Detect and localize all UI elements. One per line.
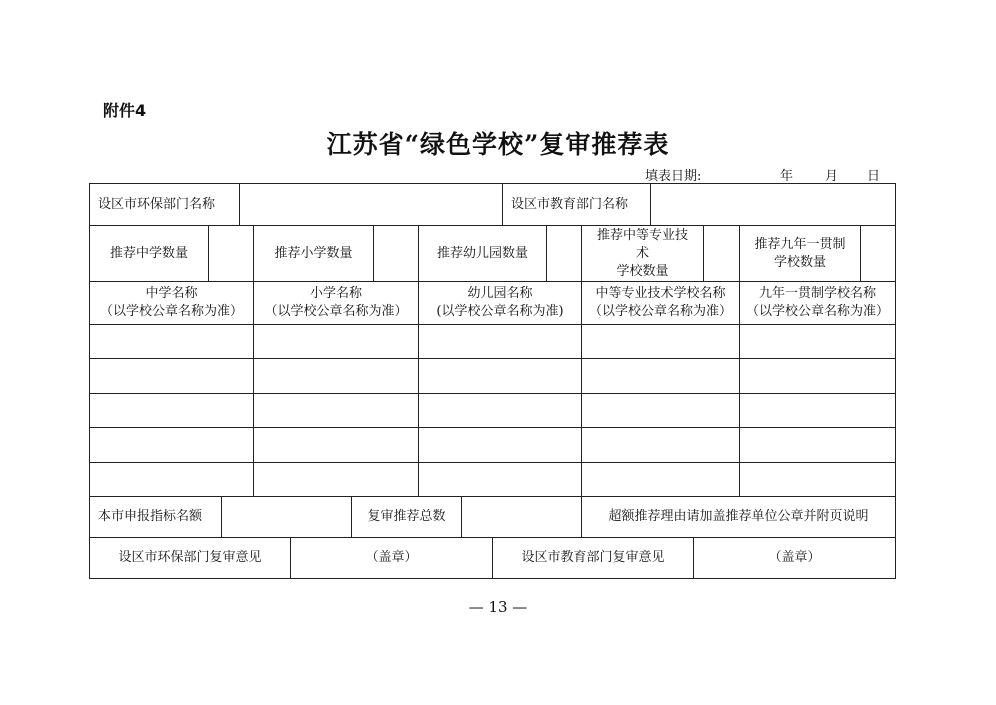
edu-dept-name-field[interactable]: [651, 184, 895, 226]
col-header-middle-note: （以学校公章名称为准）: [99, 304, 243, 319]
vocational-count-label-line2: 术: [635, 245, 649, 261]
vocational-count-label-line1: 推荐中等专业技: [596, 227, 688, 243]
col-header-vocational-note: （以学校公章名称为准）: [588, 304, 732, 319]
edu-review-label-text: 设区市教育部门复审意见: [521, 550, 665, 565]
kinder-count-label-text: 推荐幼儿园数量: [436, 245, 528, 261]
col-header-vocational-stack: [589, 285, 732, 321]
col-header-nine-year-name: 九年一贯制学校名称: [758, 286, 876, 301]
col-header-middle-name: 中学名称: [145, 286, 198, 301]
col-header-middle: [90, 282, 254, 325]
entry-cell-r1-c3[interactable]: [419, 325, 582, 359]
date-day: 日: [867, 169, 881, 184]
page-title: 江苏省“绿色学校”复审推荐表: [326, 130, 670, 159]
col-header-nine-year: [740, 282, 895, 325]
edu-review-label: [493, 538, 694, 578]
entry-cell-r3-c5[interactable]: [740, 394, 895, 428]
entry-cell-r3-c3[interactable]: [419, 394, 582, 428]
nine-year-count-label-stack: [754, 236, 845, 272]
entry-cell-r3-c2[interactable]: [254, 394, 419, 428]
vocational-count-label-stack: [597, 227, 688, 281]
entry-cell-r4-c2[interactable]: [254, 428, 419, 463]
col-header-primary-name: 小学名称: [309, 286, 362, 301]
quota-field[interactable]: [222, 497, 352, 538]
entry-cell-r1-c5[interactable]: [740, 325, 895, 359]
env-dept-name-label-text: 设区市环保部门名称: [98, 196, 216, 212]
edu-review-seal-text: （盖章）: [768, 550, 821, 565]
col-header-kinder-stack: [436, 285, 563, 321]
nine-year-count-field[interactable]: [861, 226, 895, 282]
entry-cell-r5-c5[interactable]: [740, 463, 895, 497]
col-header-middle-stack: [100, 285, 243, 321]
col-header-nine-year-stack: [746, 285, 889, 321]
entry-cell-r4-c5[interactable]: [740, 428, 895, 463]
excess-note: [582, 497, 895, 538]
kinder-count-field[interactable]: [547, 226, 582, 282]
fill-date: [645, 165, 880, 184]
edu-dept-name-label-text: 设区市教育部门名称: [511, 196, 629, 212]
recommendation-table: [89, 183, 896, 579]
col-header-kinder-note: (以学校公章名称为准): [436, 304, 564, 319]
middle-count-field[interactable]: [209, 226, 254, 282]
edu-review-seal[interactable]: [694, 538, 895, 578]
primary-count-label-text: 推荐小学数量: [274, 245, 353, 261]
env-dept-name-label: [90, 184, 240, 226]
date-year: 年: [780, 169, 794, 184]
env-review-seal[interactable]: [291, 538, 493, 578]
quota-label-text: 本市申报指标名额: [98, 509, 203, 524]
primary-count-field[interactable]: [374, 226, 419, 282]
entry-cell-r2-c5[interactable]: [740, 359, 895, 394]
total-label-text: 复审推荐总数: [367, 509, 446, 524]
entry-cell-r5-c2[interactable]: [254, 463, 419, 497]
middle-count-label: [90, 226, 209, 282]
entry-cell-r1-c4[interactable]: [582, 325, 740, 359]
quota-label: [90, 497, 222, 538]
col-header-vocational: [582, 282, 740, 325]
col-header-primary: [254, 282, 419, 325]
attachment-label: 附件4: [103, 101, 147, 120]
nine-year-count-label-line2: 学校数量: [773, 254, 826, 270]
col-header-primary-stack: [264, 285, 407, 321]
nine-year-count-label-line1: 推荐九年一贯制: [754, 236, 846, 252]
entry-cell-r1-c1[interactable]: [90, 325, 254, 359]
col-header-nine-year-note: （以学校公章名称为准）: [745, 304, 889, 319]
excess-note-text: 超额推荐理由请加盖推荐单位公章并附页说明: [608, 509, 869, 524]
edu-dept-name-label: [503, 184, 651, 226]
env-review-label-text: 设区市环保部门复审意见: [118, 550, 262, 565]
col-header-kinder-name: 幼儿园名称: [467, 286, 533, 301]
date-label: 填表日期:: [645, 169, 702, 184]
vocational-count-field[interactable]: [704, 226, 740, 282]
kinder-count-label: [419, 226, 547, 282]
total-field[interactable]: [462, 497, 582, 538]
entry-cell-r5-c3[interactable]: [419, 463, 582, 497]
vocational-count-label: [582, 226, 704, 282]
entry-cell-r2-c3[interactable]: [419, 359, 582, 394]
middle-count-label-text: 推荐中学数量: [109, 245, 188, 261]
entry-cell-r4-c3[interactable]: [419, 428, 582, 463]
entry-cell-r3-c1[interactable]: [90, 394, 254, 428]
entry-cell-r1-c2[interactable]: [254, 325, 419, 359]
env-review-label: [90, 538, 291, 578]
env-dept-name-field[interactable]: [240, 184, 503, 226]
date-month: 月: [825, 169, 839, 184]
entry-cell-r2-c1[interactable]: [90, 359, 254, 394]
entry-cell-r2-c4[interactable]: [582, 359, 740, 394]
col-header-vocational-name: 中等专业技术学校名称: [595, 286, 726, 301]
col-header-primary-note: （以学校公章名称为准）: [264, 304, 408, 319]
entry-cell-r3-c4[interactable]: [582, 394, 740, 428]
nine-year-count-label: [740, 226, 861, 282]
page-number: — 13 —: [468, 598, 528, 616]
entry-cell-r5-c4[interactable]: [582, 463, 740, 497]
entry-cell-r2-c2[interactable]: [254, 359, 419, 394]
primary-count-label: [254, 226, 374, 282]
col-header-kinder: [419, 282, 582, 325]
entry-cell-r5-c1[interactable]: [90, 463, 254, 497]
entry-cell-r4-c4[interactable]: [582, 428, 740, 463]
total-label: [352, 497, 462, 538]
entry-cell-r4-c1[interactable]: [90, 428, 254, 463]
vocational-count-label-line3: 学校数量: [616, 263, 669, 279]
env-review-seal-text: （盖章）: [365, 550, 418, 565]
